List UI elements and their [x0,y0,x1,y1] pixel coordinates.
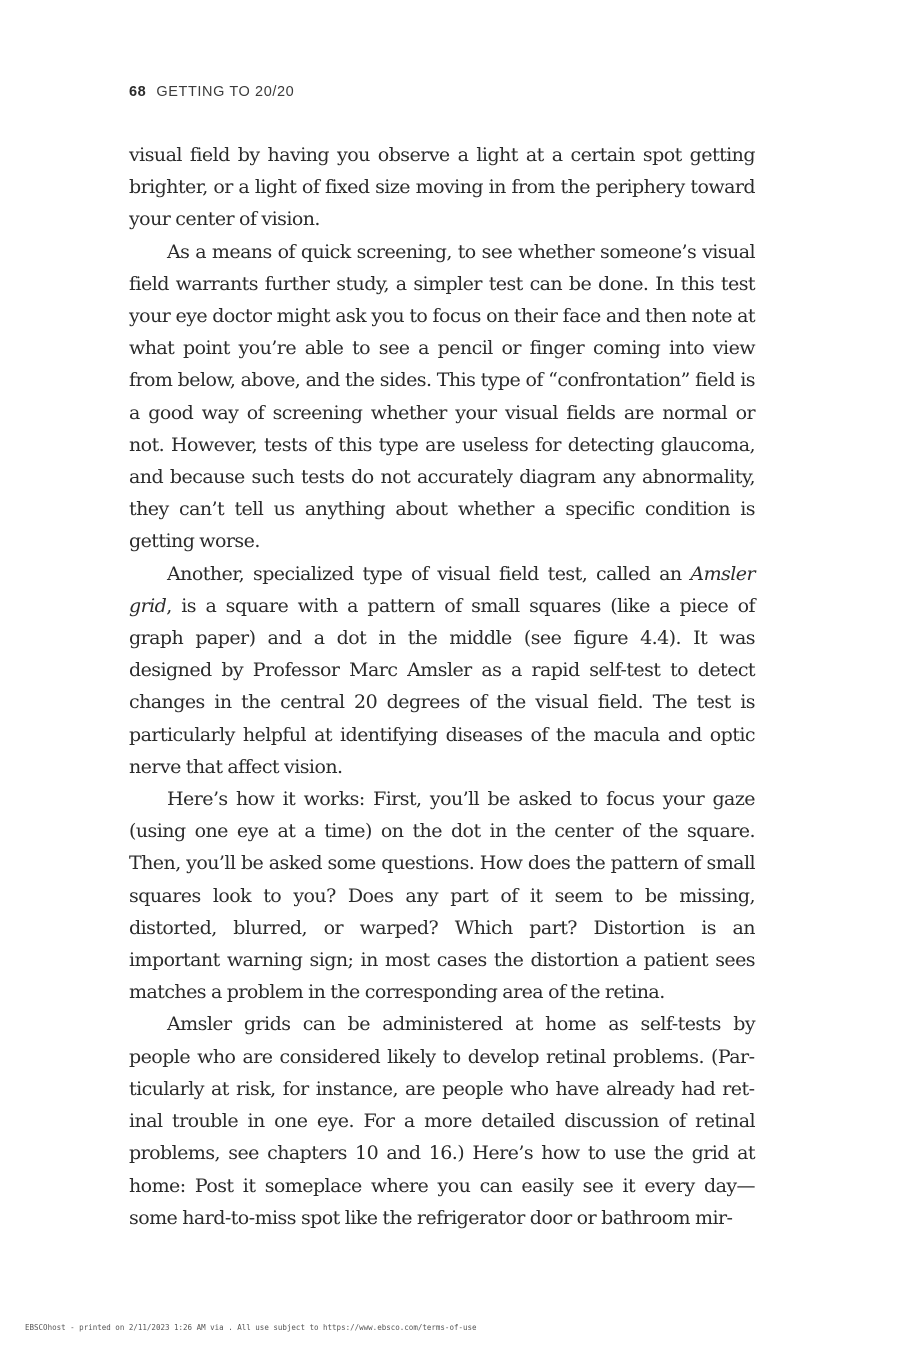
paragraph-5: Amsler grids can be administered at home as self-tests by people who are considered likely to develop retinal problems. (Particularly at risk, for instance, are people who have already had retinal trouble in one eye. For a more detailed discussion of retinal problems, see chapters 10 and 16.) Here’s how to use the grid at home: Post it someplace where you can easily see it every day—some hard-to-miss spot like the refrigerator door or bathroom mir- [129,1013,755,1229]
page-number: 68 [129,84,147,100]
running-header [129,84,294,100]
paragraph-2: As a means of quick screening, to see whether someone’s visual field warrants further study, a simpler test can be done. In this test your eye doctor might ask you to focus on their face and then note at what point you’re able to see a pencil or finger coming into view from below, above, and the sides. This type of “confrontation” field is a good way of screening whether your visual fields are normal or not. However, tests of this type are useless for detecting glaucoma, and because such tests do not accurately diagram any abnormality, they can’t tell us anything about whether a specific condition is getting worse. [129,240,755,553]
paragraph-4: Here’s how it works: First, you’ll be asked to focus your gaze (using one eye at a time) on the dot in the center of the square. Then, you’ll be asked some questions. How does the pattern of small squares look to you? Does any part of it seem to be missing, distorted, blurred, or warped? Which part? Distortion is an important warning sign; in most cases the distortion a patient sees matches a problem in the corresponding area of the retina. [129,788,755,1004]
paragraph-3-lead: Another, specialized type of visual field test, called an [167,562,691,585]
print-notice-footer: EBSCOhost - printed on 2/11/2023 1:26 AM via . All use subject to https://www.ebsco.com/terms-of-use [25,1323,477,1332]
paragraph-3-rest: , is a square with a pattern of small squares (like a piece of graph paper) and a dot in the middle (see figure 4.4). It was designed by Professor Marc Amsler as a rapid self-test to detect changes in the central 20 degrees of the visual field. The test is particularly helpful at identifying diseases of the macula and optic nerve that affect vision. [129,594,755,778]
paragraph-3 [129,558,755,783]
body-text [129,139,755,1234]
running-title: GETTING TO 20/20 [156,84,295,100]
paragraph-1: visual field by having you observe a light at a certain spot getting brighter, or a light of fixed size moving in from the periphery toward your center of vision. [129,144,755,231]
amsler-grid-term: Amsler grid [129,562,755,617]
